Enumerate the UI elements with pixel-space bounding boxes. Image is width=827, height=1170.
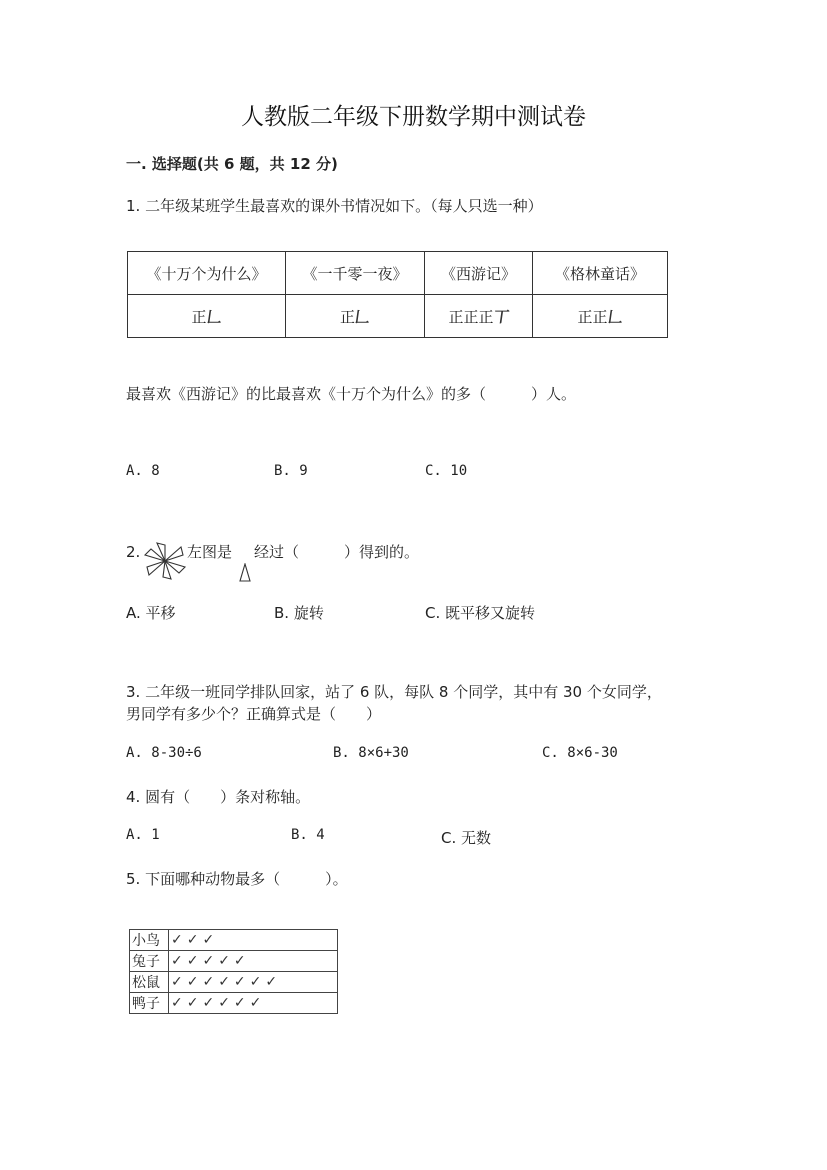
question-3-line-1: 3. 二年级一班同学排队回家，站了 6 队，每队 8 个同学，其中有 30 个女同学， bbox=[126, 683, 662, 701]
q1-option-c[interactable]: C. 10 bbox=[425, 463, 468, 479]
table-header-cell: 《西游记》 bbox=[425, 252, 533, 295]
tally-mark: 𠃊 bbox=[353, 307, 372, 326]
table-row bbox=[130, 930, 338, 951]
q2-option-b[interactable]: B. 旋转 bbox=[274, 604, 324, 622]
tally-cell bbox=[533, 295, 668, 338]
table-row bbox=[130, 993, 338, 1014]
table-header-cell: 《格林童话》 bbox=[533, 252, 668, 295]
table-header-row bbox=[128, 252, 668, 295]
table-header-cell: 《一千零一夜》 bbox=[286, 252, 425, 295]
book-preference-table bbox=[127, 251, 668, 338]
tally-mark: 丅 bbox=[492, 307, 510, 326]
question-1-prompt: 最喜欢《西游记》的比最喜欢《十万个为什么》的多（ ）人。 bbox=[126, 385, 577, 403]
table-row bbox=[128, 295, 668, 338]
triangle-figure bbox=[238, 563, 252, 583]
q3-option-c[interactable]: C. 8×6-30 bbox=[542, 745, 618, 761]
tally-text: 正正正 bbox=[448, 307, 494, 326]
section-heading: 一. 选择题(共 6 题，共 12 分) bbox=[126, 155, 338, 173]
question-2-text-b: 经过（ ）得到的。 bbox=[254, 543, 420, 561]
animal-label: 小鸟 bbox=[130, 930, 169, 951]
table-row bbox=[130, 951, 338, 972]
page-title: 人教版二年级下册数学期中测试卷 bbox=[241, 104, 586, 130]
check-marks: ✓✓✓✓✓✓ bbox=[169, 993, 338, 1014]
tally-text: 正 bbox=[339, 307, 355, 326]
question-4-text: 4. 圆有（ ）条对称轴。 bbox=[126, 788, 311, 806]
animal-label: 兔子 bbox=[130, 951, 169, 972]
tally-text: 正 bbox=[191, 307, 207, 326]
tally-text: 正正 bbox=[577, 307, 608, 326]
q2-option-a[interactable]: A. 平移 bbox=[126, 604, 176, 622]
pinwheel-figure bbox=[143, 541, 187, 581]
q4-option-c[interactable]: C. 无数 bbox=[441, 829, 492, 847]
question-3-line-2: 男同学有多少个？正确算式是（ ） bbox=[126, 705, 382, 723]
check-marks: ✓✓✓✓✓ bbox=[169, 951, 338, 972]
tally-cell bbox=[128, 295, 286, 338]
tally-mark: 𠃊 bbox=[606, 307, 624, 326]
q4-option-a[interactable]: A. 1 bbox=[126, 827, 160, 843]
q3-option-b[interactable]: B. 8×6+30 bbox=[333, 745, 409, 761]
tally-cell bbox=[425, 295, 533, 338]
table-header-cell: 《十万个为什么》 bbox=[128, 252, 286, 295]
q1-option-b[interactable]: B. 9 bbox=[274, 463, 308, 479]
animal-label: 鸭子 bbox=[130, 993, 169, 1014]
question-2-number: 2. bbox=[126, 543, 141, 561]
tally-mark: 𠃊 bbox=[205, 307, 223, 326]
check-marks: ✓✓✓ bbox=[169, 930, 338, 951]
q4-option-b[interactable]: B. 4 bbox=[291, 827, 325, 843]
q3-option-a[interactable]: A. 8-30÷6 bbox=[126, 745, 202, 761]
tally-cell bbox=[286, 295, 425, 338]
animal-label: 松鼠 bbox=[130, 972, 169, 993]
q2-option-c[interactable]: C. 既平移又旋转 bbox=[425, 604, 536, 622]
question-1-text: 1. 二年级某班学生最喜欢的课外书情况如下。（每人只选一种） bbox=[126, 197, 543, 215]
table-row bbox=[130, 972, 338, 993]
question-2-text-a: 左图是 bbox=[187, 543, 233, 561]
question-5-text: 5. 下面哪种动物最多（ ）。 bbox=[126, 870, 348, 888]
animal-count-table bbox=[129, 929, 338, 1014]
check-marks: ✓✓✓✓✓✓✓ bbox=[169, 972, 338, 993]
q1-option-a[interactable]: A. 8 bbox=[126, 463, 160, 479]
